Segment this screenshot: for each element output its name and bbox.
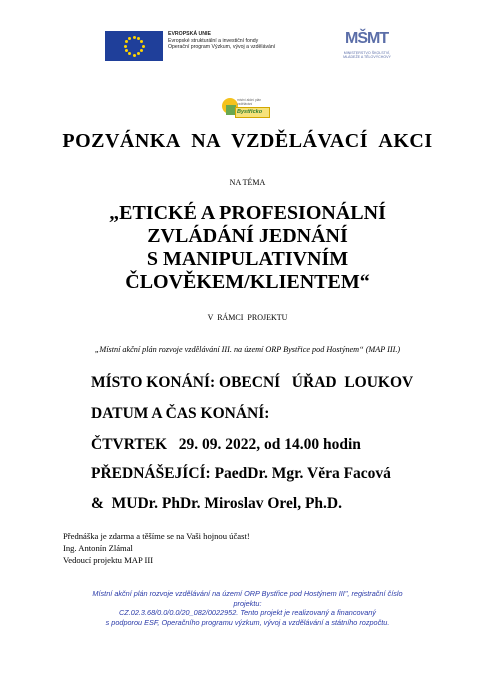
- project-logo-text: Bystřicko: [237, 109, 263, 115]
- eu-star-icon: [140, 49, 143, 52]
- topic-title-line: ZVLÁDÁNÍ JEDNÁNÍ: [147, 225, 348, 247]
- venue-line: MÍSTO KONÁNÍ: OBECNÍ ÚŘAD LOUKOV: [91, 374, 414, 391]
- eu-star-icon: [124, 45, 127, 48]
- closing-note: Přednáška je zdarma a těšíme se na Vaši hojnou účast!: [63, 531, 250, 541]
- date-time-label: DATUM A ČAS KONÁNÍ:: [91, 405, 270, 422]
- eu-star-icon: [128, 37, 131, 40]
- invitation-title: POZVÁNKA NA VZDĚLÁVACÍ AKCI: [62, 130, 433, 152]
- topic-title-line: S MANIPULATIVNÍM: [146, 248, 349, 270]
- project-logo: [222, 98, 270, 120]
- footer-line: Místní akční plán rozvoje vzdělávání na území ORP Bystřice pod Hostýnem III", registrační číslo: [92, 589, 403, 598]
- project-logo-small-line: místní akční plán: [237, 98, 262, 102]
- eu-star-icon: [125, 40, 128, 43]
- eu-star-icon: [128, 52, 131, 55]
- msmt-logo-mark: MŠMT: [345, 30, 389, 47]
- project-label: V RÁMCI PROJEKTU: [207, 313, 288, 322]
- eu-logo-line: EVROPSKÁ UNIE: [168, 31, 211, 37]
- eu-star-icon: [133, 54, 136, 57]
- topic-label: NA TÉMA: [229, 178, 266, 187]
- msmt-logo-caption: [337, 51, 397, 59]
- eu-star-icon: [125, 49, 128, 52]
- eu-star-icon: [142, 45, 145, 48]
- project-logo-small-text: [237, 99, 261, 106]
- project-logo-small-line: vzdělávání: [237, 101, 253, 106]
- footer-line: s podporou ESF, Operačního programu výzkum, vývoj a vzdělávání a státního rozpočtu.: [105, 617, 390, 627]
- funding-footer: [40, 589, 455, 627]
- footer-line: CZ.02.3.68/0.0/0.0/20_082/0022952. Tento projekt je realizovaný a financovaný: [119, 608, 376, 617]
- signature-role: Vedoucí projektu MAP III: [63, 555, 154, 565]
- eu-star-icon: [133, 36, 136, 39]
- msmt-logo: [337, 30, 397, 64]
- eu-star-icon: [137, 37, 140, 40]
- eu-logo-line: Evropské strukturální a investiční fondy: [168, 37, 259, 44]
- eu-logo-text: [168, 31, 275, 51]
- topic-title: [0, 202, 495, 294]
- topic-title-line: ČLOVĚKEM/KLIENTEM“: [125, 271, 370, 293]
- eu-flag-logo: [105, 31, 163, 61]
- lecturer-line: PŘEDNÁŠEJÍCÍ: PaedDr. Mgr. Věra Facová: [91, 465, 391, 482]
- topic-title-line: „ETICKÉ A PROFESIONÁLNÍ: [109, 202, 386, 224]
- date-time-value: ČTVRTEK 29. 09. 2022, od 14.00 hodin: [91, 436, 361, 453]
- project-name: „Místní akční plán rozvoje vzdělávání III. na území ORP Bystřice pod Hostýnem“ (MAP III.): [94, 345, 401, 354]
- second-lecturer-line: & MUDr. PhDr. Miroslav Orel, Ph.D.: [91, 495, 342, 512]
- msmt-caption-line: MINISTERSTVO ŠKOLSTVÍ,: [343, 51, 391, 55]
- eu-star-icon: [137, 52, 140, 55]
- eu-star-icon: [140, 40, 143, 43]
- signature-name: Ing. Antonín Zlámal: [63, 543, 133, 553]
- footer-line: projektu:: [233, 598, 262, 608]
- msmt-caption-line: MLÁDEŽE A TĚLOVÝCHOVY: [343, 55, 391, 60]
- eu-logo-line: Operační program Výzkum, vývoj a vzdělávání: [168, 44, 276, 51]
